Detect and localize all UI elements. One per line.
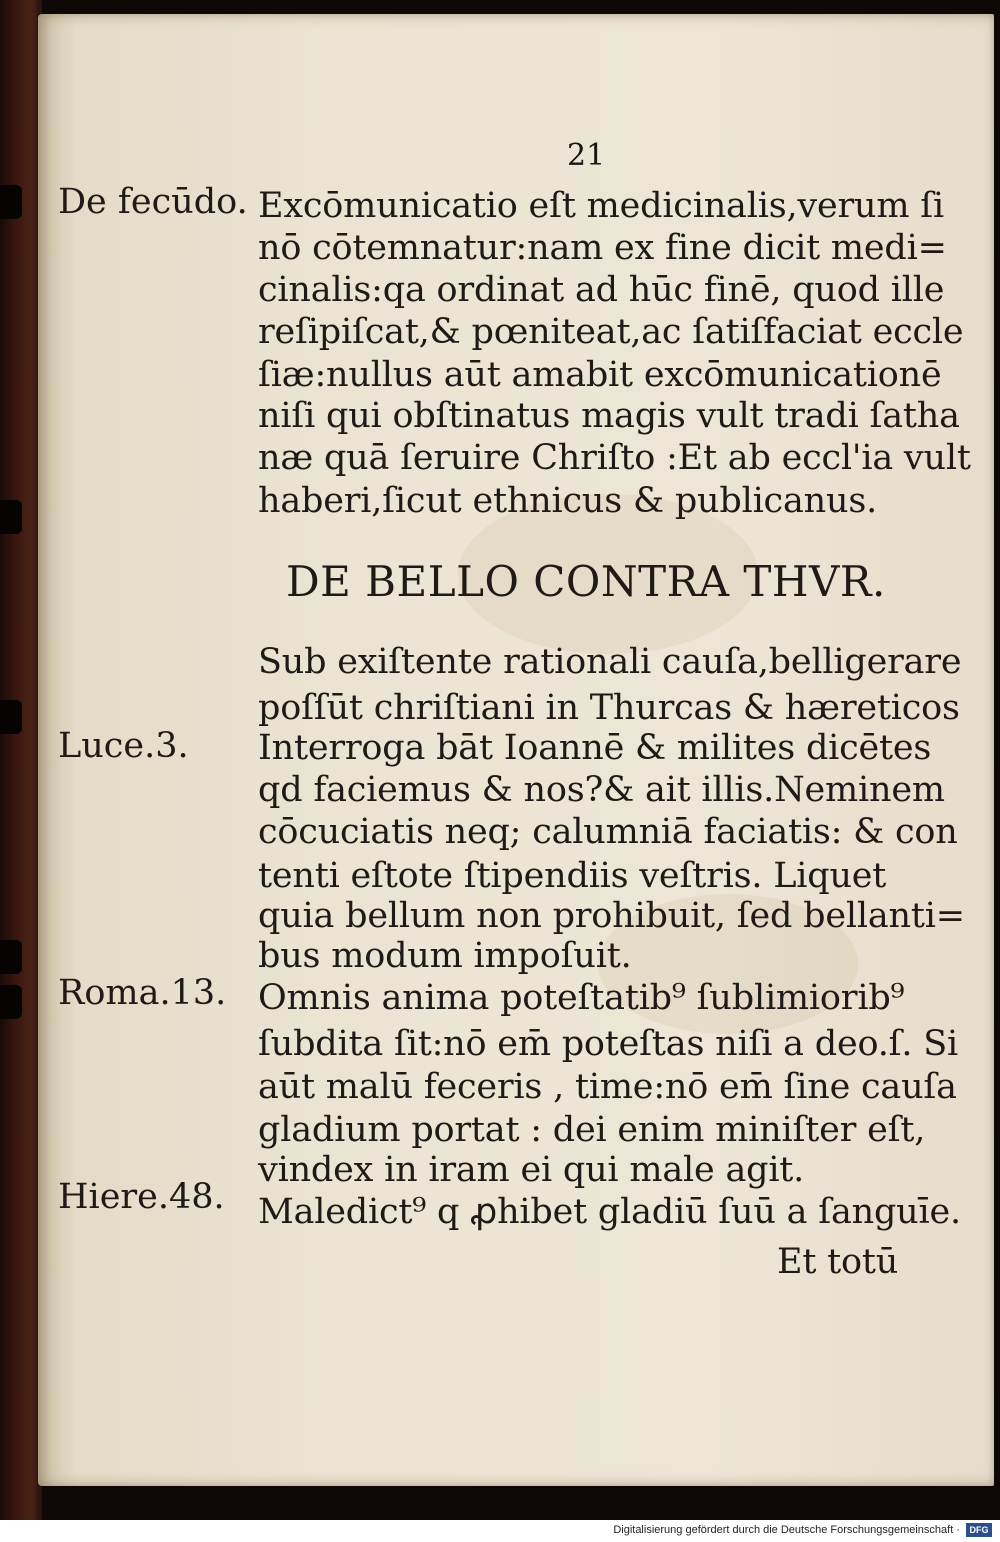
spine-mark [0, 185, 22, 219]
text-line: poſſūt chriſtiani in Thurcas & hæreticos [258, 688, 960, 728]
text-line: cinalis:qa ordinat ad hūc finē, quod ille [258, 270, 945, 310]
text-line: vindex in iram ei qui male agit. [258, 1150, 805, 1190]
section-heading: DE BELLO CONTRA THVR. [286, 557, 886, 606]
text-line: reſipiſcat,& pœniteat,ac ſatiſfaciat eccle [258, 312, 964, 352]
margin-note: Luce.3. [58, 726, 189, 766]
book-spine [0, 0, 42, 1520]
margin-note: Hiere.48. [58, 1177, 225, 1217]
text-line: tenti eſtote ſtipendiis veſtris. Liquet [258, 856, 887, 896]
text-line: qd faciemus & nos?& ait illis.Neminem [258, 770, 945, 810]
page-number: 21 [567, 138, 606, 173]
spine-mark [0, 985, 22, 1019]
text-line: Excōmunicatio eſt medicinalis,verum ſi [258, 186, 945, 226]
spine-mark [0, 500, 22, 534]
text-line: quia bellum non prohibuit, ſed bellanti= [258, 896, 965, 936]
spine-mark [0, 700, 22, 734]
catchword: Et totū [777, 1242, 899, 1282]
text-line: ſiæ:nullus aūt amabit excōmunicationē [258, 355, 942, 395]
text-line: nō cōtemnatur:nam ex fine dicit medi= [258, 228, 947, 268]
text-line: næ quā ſeruire Chriſto :Et ab eccl'ia vult [258, 438, 971, 478]
spine-mark [0, 940, 22, 974]
footer-bar [0, 1520, 1000, 1542]
digitization-credit: Digitalisierung gefördert durch die Deutsche Forschungsgemeinschaft · [613, 1524, 960, 1536]
text-line: Interroga bāt Ioannē & milites dicētes [258, 728, 932, 768]
dfg-logo: DFG [966, 1523, 992, 1537]
text-line: Maledict⁹ q ꝓhibet gladiū ſuū a ſanguīe. [258, 1192, 961, 1232]
text-line: gladium portat : dei enim miniſter eſt, [258, 1110, 926, 1150]
text-line: ſubdita ſit:nō em̄ poteſtas niſi a deo.ſ. Si [258, 1024, 959, 1064]
text-line: Omnis anima poteſtatib⁹ ſublimiorib⁹ [258, 978, 905, 1018]
margin-note: Roma.13. [58, 973, 227, 1013]
text-line: aūt malū feceris , time:nō em̄ ſine cauſa [258, 1067, 957, 1107]
text-line: Sub exiſtente rationali cauſa,belligerare [258, 642, 962, 682]
text-line: cōcuciatis neq; calumniā faciatis: & con [258, 812, 958, 852]
text-line: bus modum impoſuit. [258, 936, 632, 976]
text-line: haberi,ſicut ethnicus & publicanus. [258, 481, 878, 521]
margin-note: De fecūdo. [58, 182, 248, 222]
text-line: niſi qui obſtinatus magis vult tradi ſatha [258, 396, 960, 436]
